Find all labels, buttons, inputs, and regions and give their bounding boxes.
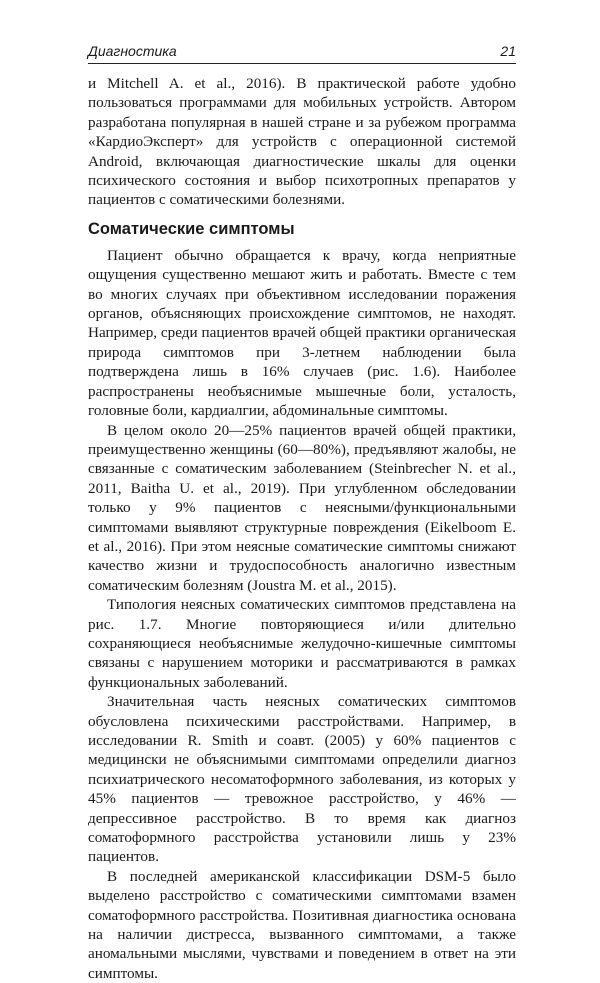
paragraph: В последней американской классификации DSM-5 было выделено расстройство с соматическими симптомами взамен соматоформного расстройства. Позитивная диагностика основана на наличии дистресса, вызванного симптомами, а также аномальными мыслями, чувствами и поведением в ответ на эти симптомы.	[88, 867, 516, 982]
section-title: Диагностика	[88, 43, 177, 59]
paragraph: Типология неясных соматических симптомов представлена на рис. 1.7. Многие повторяющиеся и/или длительно сохраняющиеся необъяснимые желудочно-кишечные симптомы связаны с нарушением моторики и рассматриваются в рамках функциональных заболеваний.	[88, 596, 516, 691]
page-body	[88, 74, 516, 983]
page-number: 21	[500, 43, 516, 59]
paragraph: Пациент обычно обращается к врачу, когда неприятные ощущения существенно мешают жить и работать. Вместе с тем во многих случаях при объективном исследовании поражения органов, объясняющих происхождение симптомов, не находят. Например, среди пациентов врачей общей практики органическая природа симптомов при 3-летнем наблюдении была подтверждена лишь в 16% случаев (рис. 1.6). Наиболее распространены необъяснимые мышечные боли, усталость, головные боли, кардиалгии, абдоминальные симптомы.	[88, 246, 516, 420]
paragraph: В целом около 20—25% пациентов врачей общей практики, преимущественно женщины (60—80%), предъявляют жалобы, не связанные с соматическим заболеванием (Steinbrecher N. et al., 2011, Baitha U. et al., 2019). При углубленном обследовании только у 9% пациентов с неясными/функциональными симптомами выявляют структурные повреждения (Eikelboom E. et al., 2016). При этом неясные соматические симптомы снижают качество жизни и трудоспособность аналогично известным соматическим болезням (Joustra M. et al., 2015).	[88, 421, 516, 594]
header-rule	[88, 63, 516, 64]
paragraph-continuation: и Mitchell A. et al., 2016). В практической работе удобно пользоваться программами для мобильных устройств. Автором разработана популярная в нашей стране и за рубежом программа «КардиоЭксперт» для устройств с операционной системой Android, включающая диагностические шкалы для оценки психического состояния и выбор психотропных препаратов у пациентов с соматическими болезнями.	[88, 75, 516, 209]
running-header	[88, 41, 516, 65]
paragraph: Значительная часть неясных соматических симптомов обусловлена психическими расстройствами. Например, в исследовании R. Smith и соавт. (2005) у 60% пациентов с медицински не объяснимыми симптомами определили диагноз психиатрического несоматоформного заболевания, из которых у 45% пациентов — тревожное расстройство, у 46% — депрессивное расстройство. В то время как диагноз соматоформного расстройства установили лишь у 23% пациентов.	[88, 693, 516, 866]
section-heading: Соматические симптомы	[88, 219, 295, 238]
